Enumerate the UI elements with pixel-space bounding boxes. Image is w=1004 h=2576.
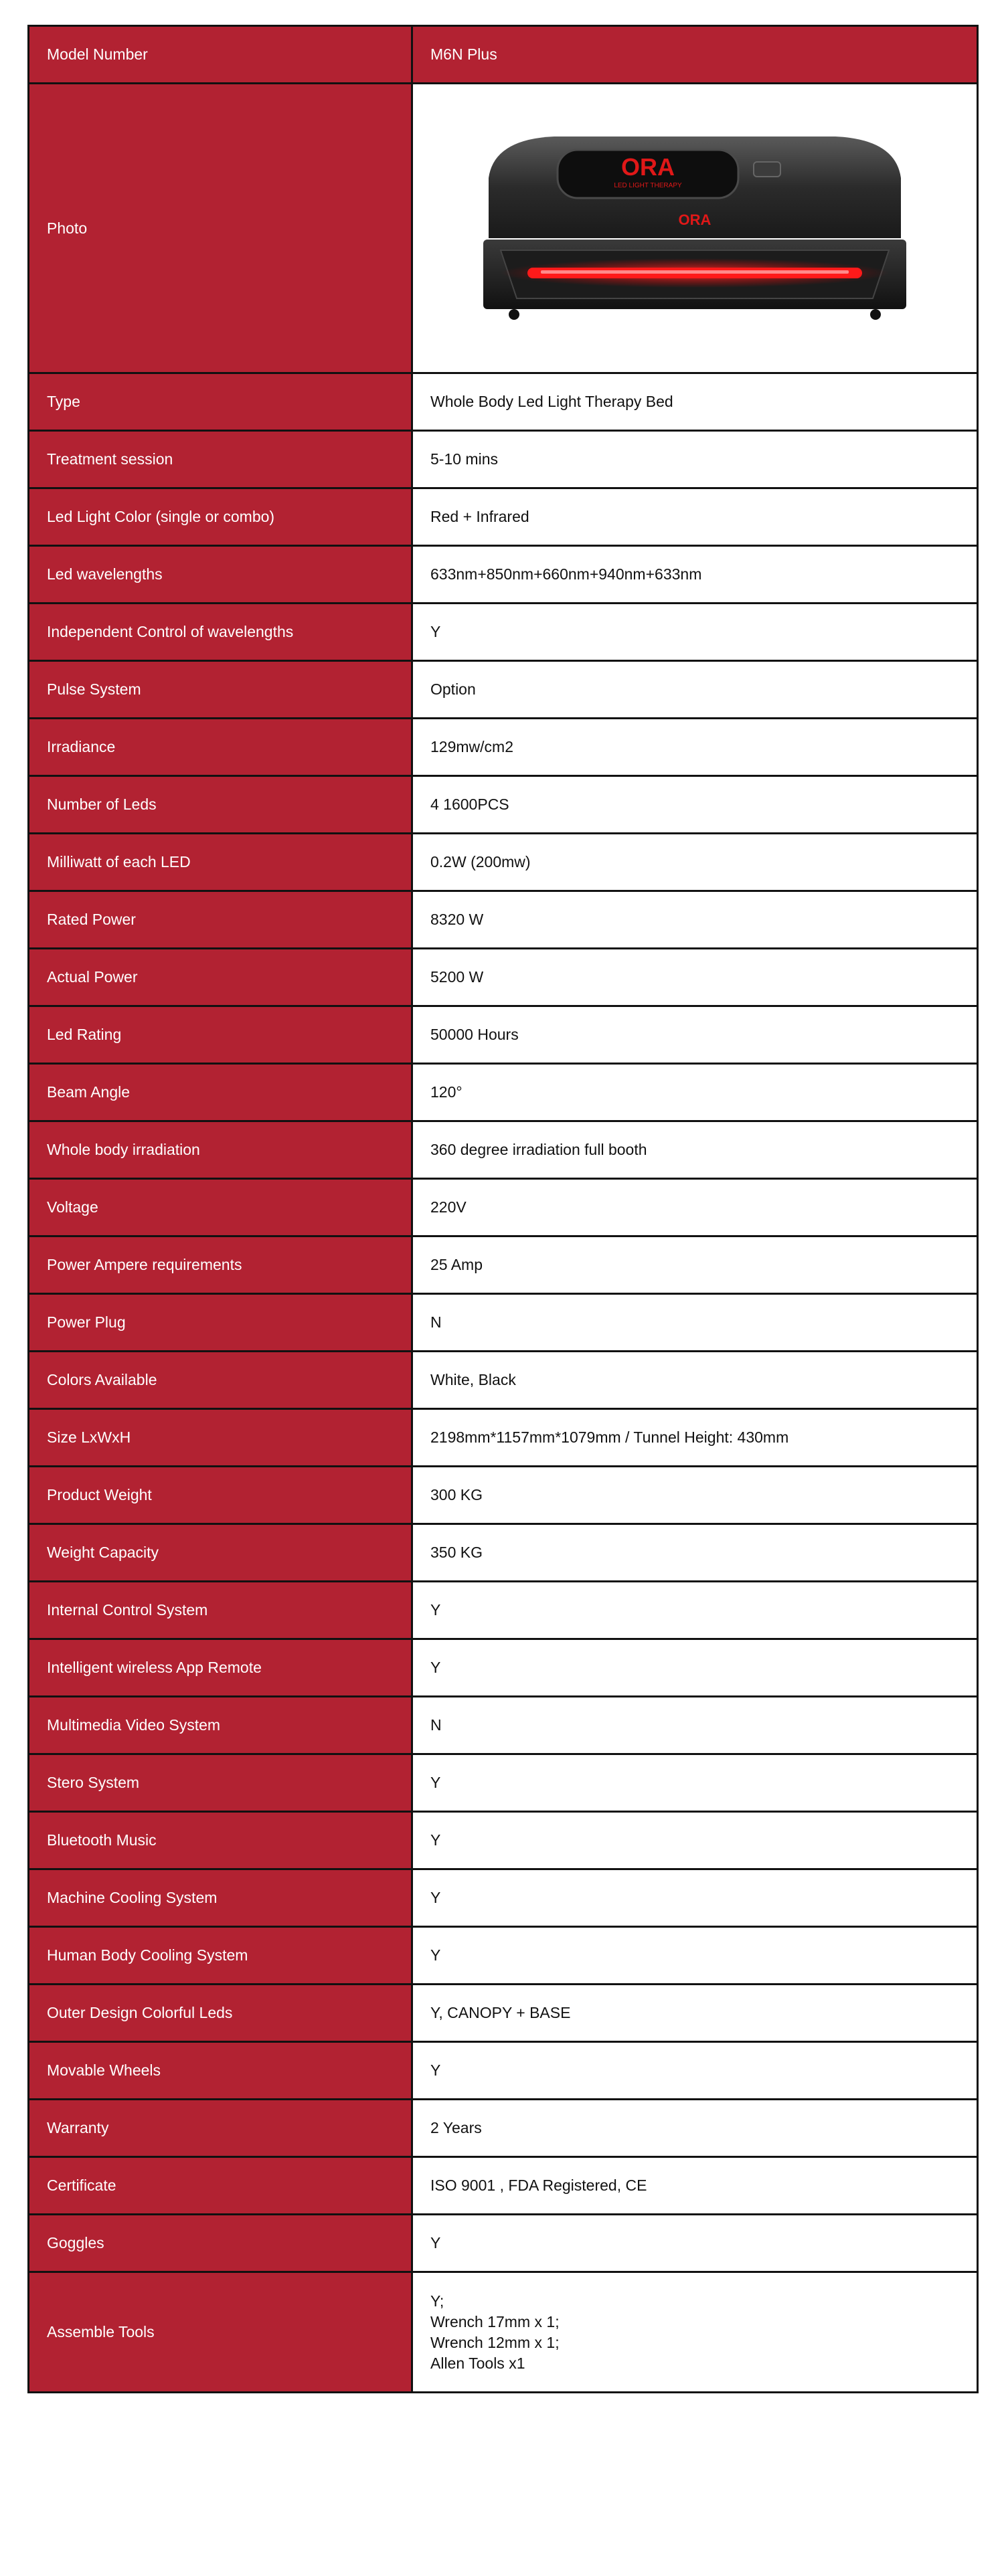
table-row-whole-body-irradiation [29, 1121, 978, 1179]
value-cell-number-of-leds: 4 1600PCS [412, 776, 978, 834]
value-cell-weight-capacity: 350 KG [412, 1524, 978, 1582]
table-row-irradiance [29, 719, 978, 776]
table-row-stero-system [29, 1754, 978, 1812]
table-row-voltage [29, 1179, 978, 1236]
label-cell-led-wavelengths: Led wavelengths [29, 546, 412, 604]
label-cell-machine-cooling-system: Machine Cooling System [29, 1869, 412, 1927]
table-row-number-of-leds [29, 776, 978, 834]
brand-tagline: LED LIGHT THERAPY [614, 182, 682, 189]
label-cell-multimedia-video-system: Multimedia Video System [29, 1697, 412, 1754]
value-cell-internal-control-system: Y [412, 1582, 978, 1639]
table-row-colors-available [29, 1352, 978, 1409]
label-cell-photo: Photo [29, 84, 412, 373]
table-row-photo [29, 84, 978, 373]
label-cell-led-rating: Led Rating [29, 1006, 412, 1064]
value-cell-size-lxwxh: 2198mm*1157mm*1079mm / Tunnel Height: 430mm [412, 1409, 978, 1467]
table-row-rated-power [29, 891, 978, 949]
canopy-front-logo: ORA [678, 211, 712, 228]
product-photo [474, 131, 916, 325]
model-number-value: M6N Plus [412, 26, 978, 84]
value-cell-intelligent-wireless-app-remote: Y [412, 1639, 978, 1697]
label-cell-beam-angle: Beam Angle [29, 1064, 412, 1121]
value-cell-power-plug: N [412, 1294, 978, 1352]
value-cell-product-weight: 300 KG [412, 1467, 978, 1524]
label-cell-internal-control-system: Internal Control System [29, 1582, 412, 1639]
table-row-movable-wheels [29, 2042, 978, 2100]
table-row-type [29, 373, 978, 431]
table-row-assemble-tools [29, 2272, 978, 2393]
value-cell-certificate: ISO 9001 , FDA Registered, CE [412, 2157, 978, 2215]
table-row-weight-capacity [29, 1524, 978, 1582]
value-cell-power-ampere-requirements: 25 Amp [412, 1236, 978, 1294]
value-cell-led-light-color-single-or-combo: Red + Infrared [412, 488, 978, 546]
label-cell-assemble-tools: Assemble Tools [29, 2272, 412, 2393]
value-cell-voltage: 220V [412, 1179, 978, 1236]
value-cell-goggles: Y [412, 2215, 978, 2272]
photo-cell [412, 84, 978, 373]
value-cell-actual-power: 5200 W [412, 949, 978, 1006]
table-row-actual-power [29, 949, 978, 1006]
label-cell-bluetooth-music: Bluetooth Music [29, 1812, 412, 1869]
label-cell-movable-wheels: Movable Wheels [29, 2042, 412, 2100]
label-cell-voltage: Voltage [29, 1179, 412, 1236]
table-row-pulse-system [29, 661, 978, 719]
table-row-led-rating [29, 1006, 978, 1064]
spec-table [27, 25, 979, 2393]
value-cell-independent-control-of-wavelengths: Y [412, 604, 978, 661]
label-cell-pulse-system: Pulse System [29, 661, 412, 719]
table-row-power-plug [29, 1294, 978, 1352]
table-row-certificate [29, 2157, 978, 2215]
label-cell-size-lxwxh: Size LxWxH [29, 1409, 412, 1467]
tools-line: Y; [430, 2292, 444, 2310]
value-cell-multimedia-video-system: N [412, 1697, 978, 1754]
table-row-led-wavelengths [29, 546, 978, 604]
table-row-warranty [29, 2100, 978, 2157]
label-cell-weight-capacity: Weight Capacity [29, 1524, 412, 1582]
value-cell-led-wavelengths: 633nm+850nm+660nm+940nm+633nm [412, 546, 978, 604]
table-row-treatment-session [29, 431, 978, 488]
value-cell-movable-wheels: Y [412, 2042, 978, 2100]
label-cell-certificate: Certificate [29, 2157, 412, 2215]
value-cell-pulse-system: Option [412, 661, 978, 719]
label-cell-intelligent-wireless-app-remote: Intelligent wireless App Remote [29, 1639, 412, 1697]
label-cell-led-light-color-single-or-combo: Led Light Color (single or combo) [29, 488, 412, 546]
table-row-milliwatt-of-each-led [29, 834, 978, 891]
table-row-beam-angle [29, 1064, 978, 1121]
label-cell-rated-power: Rated Power [29, 891, 412, 949]
value-cell-irradiance: 129mw/cm2 [412, 719, 978, 776]
label-cell-stero-system: Stero System [29, 1754, 412, 1812]
tools-line: Wrench 12mm x 1; [430, 2333, 560, 2351]
label-cell-outer-design-colorful-leds: Outer Design Colorful Leds [29, 1985, 412, 2042]
table-row-human-body-cooling-system [29, 1927, 978, 1985]
label-cell-treatment-session: Treatment session [29, 431, 412, 488]
tools-line: Wrench 17mm x 1; [430, 2312, 560, 2330]
label-cell-warranty: Warranty [29, 2100, 412, 2157]
value-cell-warranty: 2 Years [412, 2100, 978, 2157]
table-row-bluetooth-music [29, 1812, 978, 1869]
tools-line: Allen Tools x1 [430, 2354, 525, 2372]
label-cell-whole-body-irradiation: Whole body irradiation [29, 1121, 412, 1179]
table-row-goggles [29, 2215, 978, 2272]
table-row-model-number [29, 26, 978, 84]
wheel-left [509, 309, 519, 320]
table-row-product-weight [29, 1467, 978, 1524]
label-cell-model-number: Model Number [29, 26, 412, 84]
value-cell-treatment-session: 5-10 mins [412, 431, 978, 488]
label-cell-human-body-cooling-system: Human Body Cooling System [29, 1927, 412, 1985]
product-photo-wrap [430, 84, 959, 372]
label-cell-number-of-leds: Number of Leds [29, 776, 412, 834]
value-cell-milliwatt-of-each-led: 0.2W (200mw) [412, 834, 978, 891]
value-cell-bluetooth-music: Y [412, 1812, 978, 1869]
label-cell-power-ampere-requirements: Power Ampere requirements [29, 1236, 412, 1294]
value-cell-machine-cooling-system: Y [412, 1869, 978, 1927]
spec-table-body [29, 26, 978, 2393]
assemble-tools-value [412, 2272, 978, 2393]
label-cell-actual-power: Actual Power [29, 949, 412, 1006]
label-cell-goggles: Goggles [29, 2215, 412, 2272]
table-row-machine-cooling-system [29, 1869, 978, 1927]
table-row-power-ampere-requirements [29, 1236, 978, 1294]
value-cell-led-rating: 50000 Hours [412, 1006, 978, 1064]
canopy-control-panel [754, 162, 780, 177]
value-cell-human-body-cooling-system: Y [412, 1927, 978, 1985]
label-cell-product-weight: Product Weight [29, 1467, 412, 1524]
table-row-led-light-color-single-or-combo [29, 488, 978, 546]
led-strip-highlight [541, 270, 849, 274]
value-cell-colors-available: White, Black [412, 1352, 978, 1409]
label-cell-colors-available: Colors Available [29, 1352, 412, 1409]
table-row-intelligent-wireless-app-remote [29, 1639, 978, 1697]
wheel-right [870, 309, 881, 320]
table-row-outer-design-colorful-leds [29, 1985, 978, 2042]
table-row-internal-control-system [29, 1582, 978, 1639]
value-cell-whole-body-irradiation: 360 degree irradiation full booth [412, 1121, 978, 1179]
brand-logo: ORA [621, 153, 675, 181]
table-row-size-lxwxh [29, 1409, 978, 1467]
label-cell-milliwatt-of-each-led: Milliwatt of each LED [29, 834, 412, 891]
value-cell-stero-system: Y [412, 1754, 978, 1812]
table-row-independent-control-of-wavelengths [29, 604, 978, 661]
label-cell-type: Type [29, 373, 412, 431]
value-cell-rated-power: 8320 W [412, 891, 978, 949]
table-row-multimedia-video-system [29, 1697, 978, 1754]
value-cell-type: Whole Body Led Light Therapy Bed [412, 373, 978, 431]
label-cell-irradiance: Irradiance [29, 719, 412, 776]
value-cell-beam-angle: 120° [412, 1064, 978, 1121]
label-cell-power-plug: Power Plug [29, 1294, 412, 1352]
value-cell-outer-design-colorful-leds: Y, CANOPY + BASE [412, 1985, 978, 2042]
label-cell-independent-control-of-wavelengths: Independent Control of wavelengths [29, 604, 412, 661]
